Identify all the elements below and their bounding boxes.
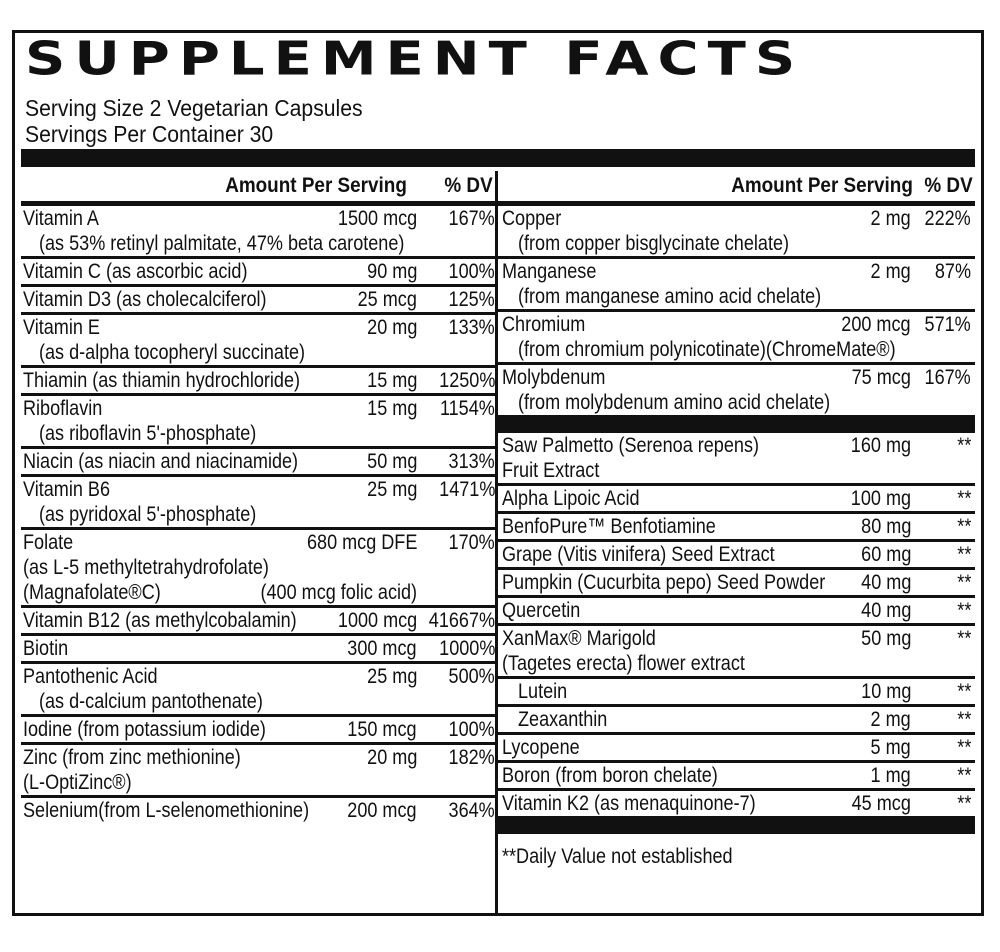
nutrient-line [21,368,495,393]
nutrient-amount: 75 mcg [851,366,911,389]
nutrient-amount: 200 mcg [347,799,417,822]
nutrient-row [498,791,975,816]
nutrient-row [498,763,975,791]
nutrient-name: Lycopene [502,736,580,759]
nutrient-row [498,679,975,707]
nutrient-row [21,368,495,396]
nutrient-name: Alpha Lipoic Acid [502,487,640,510]
nutrient-line [498,763,975,788]
nutrient-name: Chromium [502,313,586,336]
nutrient-dv: ** [956,736,971,759]
nutrient-name: Vitamin D3 (as cholecalciferol) [23,288,267,311]
nutrient-dv: 87% [934,260,971,283]
nutrient-name: Quercetin [502,599,581,622]
nutrient-dv: ** [956,487,971,510]
nutrient-name: Zinc (from zinc methionine) [23,746,241,769]
nutrient-row [498,707,975,735]
panel-title: SUPPLEMENT FACTS [25,32,805,87]
nutrient-row [21,664,495,717]
left-column [21,171,495,823]
nutrient-row [21,745,495,798]
footer-rule [498,816,975,834]
nutrient-row [21,396,495,449]
nutrient-amount: 25 mg [366,478,417,501]
nutrient-name: BenfoPure™ Benfotiamine [502,515,716,538]
nutrient-amount: 10 mg [860,680,911,703]
nutrient-amount: 20 mg [366,316,417,339]
dv-heading: % DV [924,174,973,197]
nutrient-dv: 313% [448,450,495,473]
footnote-text: **Daily Value not established [502,845,733,868]
nutrient-dv: 125% [448,288,495,311]
nutrient-dv: 100% [448,260,495,283]
nutrient-amount: 100 mg [850,487,911,510]
nutrient-line [21,449,495,474]
nutrient-row [21,449,495,477]
nutrient-row [21,717,495,745]
nutrient-name: Grape (Vitis vinifera) Seed Extract [502,543,775,566]
amount-per-serving-heading: Amount Per Serving [225,174,407,197]
nutrient-dv: 1250% [438,369,495,392]
nutrient-name: Thiamin (as thiamin hydrochloride) [23,369,301,392]
nutrient-line [498,486,975,511]
nutrient-amount: 2 mg [870,708,911,731]
nutrient-dv: 222% [924,207,971,230]
nutrient-row [21,259,495,287]
nutrient-row [21,287,495,315]
nutrient-name: Vitamin K2 (as menaquinone-7) [502,792,756,815]
vitamin-list [21,206,495,823]
nutrient-amount: 50 mg [860,627,911,650]
nutrient-row [21,636,495,664]
nutrient-name: Pantothenic Acid [23,665,158,688]
nutrient-row [498,514,975,542]
nutrient-line [21,798,495,823]
nutrient-line [498,651,975,676]
nutrient-name: (L-OptiZinc®) [23,771,132,794]
nutrient-line [21,315,495,340]
nutrient-dv: ** [956,599,971,622]
nutrient-line [498,791,975,816]
nutrient-line [498,598,975,623]
serving-size: Serving Size 2 Vegetarian Capsules [25,95,363,121]
nutrient-amount: (400 mcg folic acid) [260,581,417,604]
nutrient-row [21,477,495,530]
nutrient-amount: 15 mg [366,369,417,392]
nutrient-line [498,707,975,732]
nutrient-dv: 1154% [440,397,495,420]
nutrient-line [21,421,495,446]
header-rule [21,149,975,167]
nutrient-amount: 40 mg [860,571,911,594]
nutrient-amount: 680 mcg DFE [306,531,417,554]
nutrient-name: Fruit Extract [502,459,600,482]
nutrient-row [498,259,975,312]
nutrient-amount: 1 mg [870,764,911,787]
nutrient-line [21,664,495,689]
nutrient-line [21,340,495,365]
nutrient-line [498,231,975,256]
nutrient-amount: 2 mg [870,260,911,283]
nutrient-name: Iodine (from potassium iodide) [23,718,266,741]
footnote [498,834,975,872]
nutrient-name: (from manganese amino acid chelate) [518,285,822,308]
nutrient-dv: ** [956,708,971,731]
nutrient-line [21,206,495,231]
nutrient-name: Vitamin C (as ascorbic acid) [23,260,248,283]
nutrient-amount: 25 mcg [357,288,417,311]
nutrient-amount: 1500 mcg [337,207,417,230]
nutrient-amount: 5 mg [870,736,911,759]
nutrient-line [498,458,975,483]
nutrient-name: (from chromium polynicotinate)(ChromeMate®) [518,338,896,361]
nutrient-amount: 15 mg [366,397,417,420]
nutrient-name: Vitamin E [23,316,100,339]
nutrient-line [21,636,495,661]
nutrient-row [498,735,975,763]
nutrient-dv: 170% [448,531,495,554]
nutrient-amount: 80 mg [860,515,911,538]
nutrient-dv: ** [956,627,971,650]
nutrient-amount: 2 mg [870,207,911,230]
nutrient-amount: 45 mcg [851,792,911,815]
nutrient-line [498,679,975,704]
nutrient-name: Vitamin B12 (as methylcobalamin) [23,609,297,632]
nutrient-name: Pumpkin (Cucurbita pepo) Seed Powder [502,571,826,594]
nutrient-line [498,735,975,760]
nutrient-line [498,390,975,415]
servings-per-container: Servings Per Container 30 [25,121,274,147]
amount-per-serving-heading: Amount Per Serving [731,174,913,197]
nutrient-dv: 167% [924,366,971,389]
nutrient-amount: 25 mg [366,665,417,688]
nutrient-line [21,580,495,605]
right-column [498,171,975,872]
nutrient-line [21,770,495,795]
nutrient-name: (as riboflavin 5'-phosphate) [39,422,257,445]
supplement-facts-panel [12,30,984,916]
nutrient-name: (Magnafolate®C) [23,581,161,604]
nutrient-name: Lutein [518,680,568,703]
nutrient-dv: ** [956,680,971,703]
nutrient-line [498,284,975,309]
nutrient-amount: 150 mcg [347,718,417,741]
nutrient-row [21,608,495,636]
nutrient-amount: 300 mcg [347,637,417,660]
nutrient-dv: 571% [924,313,971,336]
nutrient-line [498,259,975,284]
nutrient-line [21,396,495,421]
nutrient-name: (as L-5 methyltetrahydrofolate) [23,556,269,579]
nutrient-dv: 182% [448,746,495,769]
nutrient-line [21,689,495,714]
nutrient-name: Biotin [23,637,69,660]
nutrient-name: Vitamin B6 [23,478,111,501]
nutrient-name: Folate [23,531,74,554]
nutrient-line [21,530,495,555]
nutrient-dv: ** [956,543,971,566]
nutrient-line [21,502,495,527]
nutrient-name: (as 53% retinyl palmitate, 47% beta carotene) [39,232,405,255]
nutrient-dv: 41667% [428,609,495,632]
nutrient-dv: ** [956,792,971,815]
nutrient-dv: 1000% [438,637,495,660]
nutrient-line [498,570,975,595]
nutrient-name: Manganese [502,260,597,283]
nutrient-dv: 500% [448,665,495,688]
nutrient-name: (as d-alpha tocopheryl succinate) [39,341,306,364]
nutrient-line [21,477,495,502]
nutrient-name: Zeaxanthin [518,708,608,731]
nutrient-amount: 1000 mcg [337,609,417,632]
nutrient-line [498,514,975,539]
other-ingredients-list [498,433,975,816]
nutrient-dv: ** [956,434,971,457]
nutrient-name: Molybdenum [502,366,606,389]
nutrient-name: (from copper bisglycinate chelate) [518,232,790,255]
nutrient-name: Selenium(from L-selenomethionine) [23,799,310,822]
nutrient-dv: ** [956,515,971,538]
nutrient-name: (Tagetes erecta) flower extract [502,652,745,675]
nutrient-dv: ** [956,764,971,787]
nutrient-row [498,433,975,486]
nutrient-name: Copper [502,207,562,230]
nutrient-line [498,626,975,651]
dv-heading: % DV [444,174,493,197]
nutrient-line [498,206,975,231]
nutrient-row [498,542,975,570]
section-separator-bar [498,415,975,433]
nutrient-name: (as d-calcium pantothenate) [39,690,263,713]
nutrient-name: (from molybdenum amino acid chelate) [518,391,831,414]
nutrient-row [21,798,495,823]
nutrient-line [498,312,975,337]
left-column-header [21,171,495,206]
nutrient-dv: 100% [448,718,495,741]
nutrient-line [21,745,495,770]
nutrient-line [21,717,495,742]
nutrient-amount: 90 mg [366,260,417,283]
nutrient-line [21,287,495,312]
nutrient-dv: 167% [448,207,495,230]
nutrient-row [498,365,975,415]
nutrient-name: Saw Palmetto (Serenoa repens) [502,434,759,457]
nutrient-line [21,608,495,633]
nutrient-dv: 364% [448,799,495,822]
nutrient-row [21,315,495,368]
nutrient-amount: 20 mg [366,746,417,769]
nutrient-dv: ** [956,571,971,594]
nutrient-name: Riboflavin [23,397,103,420]
nutrient-row [498,626,975,679]
nutrient-line [498,365,975,390]
mineral-list [498,206,975,415]
nutrient-name: Niacin (as niacin and niacinamide) [23,450,299,473]
nutrient-row [21,206,495,259]
nutrient-row [498,598,975,626]
nutrient-name: XanMax® Marigold [502,627,656,650]
nutrient-amount: 60 mg [860,543,911,566]
nutrient-row [498,206,975,259]
nutrient-row [498,486,975,514]
nutrient-line [21,555,495,580]
nutrient-line [21,231,495,256]
nutrient-name: Boron (from boron chelate) [502,764,718,787]
nutrient-dv: 1471% [438,478,495,501]
nutrient-dv: 133% [448,316,495,339]
nutrient-line [498,433,975,458]
nutrient-row [21,530,495,608]
nutrient-row [498,312,975,365]
nutrient-line [21,259,495,284]
nutrient-amount: 40 mg [860,599,911,622]
nutrient-line [498,337,975,362]
nutrient-line [498,542,975,567]
nutrient-amount: 160 mg [850,434,911,457]
right-column-header [498,171,975,206]
nutrient-name: Vitamin A [23,207,99,230]
nutrient-amount: 50 mg [366,450,417,473]
nutrient-row [498,570,975,598]
nutrient-name: (as pyridoxal 5'-phosphate) [39,503,257,526]
nutrient-amount: 200 mcg [841,313,911,336]
